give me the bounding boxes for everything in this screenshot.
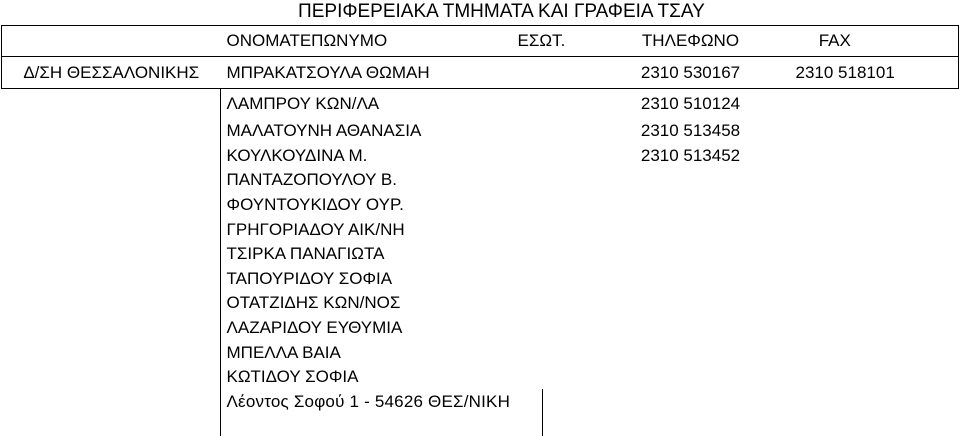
phone-number: 2310 530167: [606, 57, 776, 89]
person-name: ΚΩΤΙΔΟΥ ΣΟΦΙΑ: [226, 367, 359, 387]
person-name: ΟΤΑΤΖΙΔΗΣ ΚΩΝ/ΝΟΣ: [226, 293, 401, 313]
department-cell: [2, 168, 221, 193]
ext-cell: [506, 89, 606, 120]
header-row: [2, 26, 959, 57]
phone-number: [606, 217, 776, 242]
ext-cell: [506, 57, 606, 89]
fax-number: [776, 89, 959, 120]
person-name: ΦΟΥΝΤΟΥΚΙΔΟΥ ΟΥΡ.: [226, 195, 404, 215]
table-row: [2, 168, 959, 193]
header-phone: ΤΗΛΕΦΩΝΟ: [606, 26, 776, 57]
table-row: [2, 267, 959, 292]
ext-cell: [506, 267, 606, 292]
person-name: ΛΑΜΠΡΟΥ ΚΩΝ/ΛΑ: [226, 94, 380, 113]
phone-number: 2310 513452: [640, 145, 741, 165]
person-name: ΓΡΗΓΟΡΙΑΔΟΥ ΑΙΚ/ΝΗ: [226, 219, 405, 239]
fax-number: [776, 217, 959, 242]
department-cell: [2, 144, 221, 169]
person-name: ΜΠΡΑΚΑΤΣΟΥΛΑ ΘΩΜΑΗ: [221, 57, 506, 89]
page-title: ΠΕΡΙΦΕΡΕΙΑΚΑ ΤΜΗΜΑΤΑ ΚΑΙ ΓΡΑΦΕΙΑ ΤΣΑΥ: [298, 1, 705, 22]
table-row: [2, 193, 959, 218]
person-name: ΠΑΝΤΑΖΟΠΟΥΛΟΥ Β.: [226, 170, 397, 190]
ext-cell: [506, 242, 606, 267]
header-name: ΟΝΟΜΑΤΕΠΩΝΥΜΟ: [221, 26, 506, 57]
header-fax: FAX: [776, 26, 959, 57]
fax-number: [776, 267, 959, 292]
department-cell: [2, 340, 221, 365]
ext-cell: [506, 193, 606, 218]
column-divider-address: [542, 389, 543, 436]
ext-cell: [506, 291, 606, 316]
department-cell: [2, 365, 221, 390]
phone-number: [606, 340, 776, 365]
person-name: ΜΑΛΑΤΟΥΝΗ ΑΘΑΝΑΣΙΑ: [226, 121, 422, 141]
table-row: [2, 57, 959, 89]
department-cell: [2, 267, 221, 292]
fax-number: [776, 316, 959, 341]
ext-cell: [506, 217, 606, 242]
fax-number: [776, 291, 959, 316]
table-row: [2, 316, 959, 341]
ext-cell: [506, 316, 606, 341]
phone-number: 2310 510124: [640, 94, 741, 113]
phone-number: [606, 193, 776, 218]
header-ext: ΕΣΩΤ.: [506, 26, 606, 57]
fax-number: [776, 340, 959, 365]
phone-number: 2310 513458: [640, 121, 741, 141]
phone-number: [606, 242, 776, 267]
department-cell: [2, 119, 221, 144]
fax-number: [776, 365, 959, 390]
fax-number: [776, 144, 959, 169]
person-name: ΤΑΠΟΥΡΙΔΟΥ ΣΟΦΙΑ: [226, 268, 393, 288]
address: Λέοντος Σοφού 1 - 54626 ΘΕΣ/ΝΙΚΗ: [226, 391, 511, 411]
phone-number: [606, 365, 776, 390]
fax-number: [776, 168, 959, 193]
fax-number: [776, 193, 959, 218]
department-cell: [2, 193, 221, 218]
ext-cell: [506, 168, 606, 193]
phone-number: [606, 316, 776, 341]
column-divider-left: [220, 89, 221, 436]
fax-number: 2310 518101: [776, 57, 959, 89]
table-row: [2, 217, 959, 242]
person-name: ΤΣΙΡΚΑ ΠΑΝΑΓΙΩΤΑ: [226, 244, 385, 264]
phone-number: [606, 267, 776, 292]
department-cell: [2, 242, 221, 267]
table-row: [2, 365, 959, 390]
address-row: [2, 390, 959, 415]
phone-number: [606, 291, 776, 316]
ext-cell: [506, 119, 606, 144]
department-cell: [2, 316, 221, 341]
phone-number: [606, 168, 776, 193]
department-name: Δ/ΣΗ ΘΕΣΣΑΛΟΝΙΚΗΣ: [2, 57, 221, 89]
fax-number: [776, 242, 959, 267]
table-row: [2, 144, 959, 169]
department-cell: [2, 291, 221, 316]
ext-cell: [506, 340, 606, 365]
ext-cell: [506, 365, 606, 390]
contacts-table: [1, 25, 959, 414]
table-body: [2, 57, 959, 390]
fax-number: [776, 119, 959, 144]
person-name: ΛΑΖΑΡΙΔΟΥ ΕΥΘΥΜΙΑ: [226, 318, 403, 338]
person-name: ΜΠΕΛΛΑ ΒΑΙΑ: [226, 342, 341, 362]
table-row: [2, 89, 959, 120]
table-row: [2, 119, 959, 144]
ext-cell: [506, 144, 606, 169]
table-row: [2, 242, 959, 267]
person-name: ΚΟΥΛΚΟΥΔΙΝΑ Μ.: [226, 145, 368, 165]
department-cell: [2, 217, 221, 242]
header-department-cell: [2, 26, 221, 57]
table-row: [2, 340, 959, 365]
department-cell: [2, 89, 221, 120]
table-row: [2, 291, 959, 316]
